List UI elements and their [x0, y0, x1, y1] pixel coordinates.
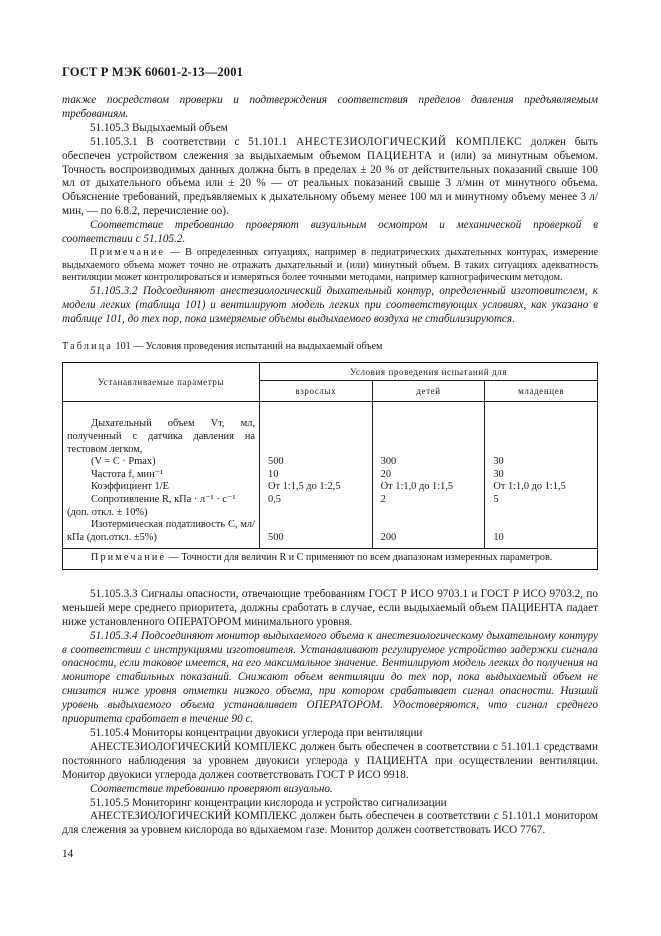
test-conditions-table — [62, 362, 598, 570]
param-ratio: Коэффициент 1/E — [91, 481, 169, 493]
table-cell-adults — [260, 402, 373, 549]
compliance-check-text: Соответствие требованию проверяют визуальным осмотром и механической проверкой в соответствии с 51.105.2. — [62, 219, 598, 246]
param-resistance-tolerance: (доп. откл. ± 10%) — [67, 506, 148, 518]
value-infants-volume: 30 — [493, 456, 504, 468]
table-cell-infants — [485, 402, 598, 549]
value-infants-frequency: 30 — [493, 468, 504, 480]
paragraph-51-105-3-3: 51.105.3.3 Сигналы опасности, отвечающие требованиям ГОСТ Р ИСО 9703.1 и ГОСТ Р ИСО 9703.2, по меньшей мере среднего приоритета, должны сработать в случае, если выдыхаемый объем ПАЦИЕНТА падает ниже установленного ОПЕРАТОРОМ минимального уровня. — [62, 587, 598, 628]
page-number: 14 — [62, 848, 74, 860]
paragraph-51-105-3-2: 51.105.3.2 Подсоединяют анестезиологический дыхательный контур, определенный изготовителем, к модели легких (таблица 101) и вентилируют модель легких при соответствующих условиях, как указано в таблице 101, до тех пор, пока измеряемые объемы выдыхаемого воздуха не стабилизируются. — [62, 284, 598, 325]
table-header-params: Устанавливаемые параметры — [63, 363, 260, 402]
paragraph-continuation: также посредством проверки и подтверждения соответствия пределов давления предъявляемым требованиям. — [62, 94, 598, 120]
section-heading-51-105-5: 51.105.5 Мониторинг концентрации кислорода и устройство сигнализации — [90, 796, 447, 809]
note-paragraph: Примечание — В определенных ситуациях, например в педиатрических дыхательных контурах, измерение выдыхаемого объема может точно не отражать дыхательный и (или) минутный объем. В таких ситуациях адекватность вентиляции может контролироваться и измеряться более точными методами, например капнографическим методом. — [62, 246, 598, 284]
table-header-infants: младенцев — [485, 381, 598, 402]
table-cell-children — [372, 402, 485, 549]
table-cell-params — [63, 402, 260, 549]
section-heading-51-105-3: 51.105.3 Выдыхаемый объем — [90, 121, 228, 134]
value-adults-frequency: 10 — [268, 468, 279, 480]
paragraph-51-105-3-4: 51.105.3.4 Подсоединяют монитор выдыхаемого объема к анестезиологическому дыхательному контуру в соответствии с инструкциями изготовителя. Устанавливают регулируемое устройство задержки сигнала опасности, если таковое имеется, на его максимальное значение. Вентилируют модель легких до получения на мониторе стабильных показаний. Снижают объем вентиляции до тех пор, пока выдыхаемый объем не снизится ниже уровня отметки низкого объема, при котором срабатывает сигнал опасности. Низший уровень выдыхаемого объема устанавливает ОПЕРАТОРОМ. Удостоверяются, что сигнал среднего приоритета сработает в течение 90 с. — [62, 629, 598, 726]
value-adults-resistance: 0,5 — [268, 493, 281, 505]
table-caption: Таблица 101 — Условия проведения испытаний на выдыхаемый объем — [62, 341, 383, 353]
param-formula: (V = C · Pmax) — [91, 456, 156, 468]
value-adults-volume: 500 — [268, 456, 284, 468]
value-adults-compliance: 500 — [268, 531, 284, 543]
compliance-check-visual: Соответствие требованию проверяют визуально. — [90, 782, 333, 795]
paragraph-oxygen-monitor: АНЕСТЕЗИОЛОГИЧЕСКИЙ КОМПЛЕКС должен быть обеспечен в соответствии с 51.101.1 монитором для слежения за уровнем кислорода во вдыхаемом газе. Монитор должен соответствовать ИСО 7767. — [62, 810, 598, 837]
table-header-adults: взрослых — [260, 381, 373, 402]
value-children-frequency: 20 — [380, 468, 392, 480]
paragraph-co2-monitor: АНЕСТЕЗИОЛОГИЧЕСКИЙ КОМПЛЕКС должен быть обеспечен в соответствии с 51.101.1 средствами постоянного наблюдения за уровнем двуокиси углерода у ПАЦИЕНТА при осуществлении вентиляции. Монитор двуокиси углерода должен соответствовать ГОСТ Р ИСО 9918. — [62, 740, 598, 781]
table-header-conditions: Условия проведения испытаний для — [260, 363, 598, 381]
document-body — [62, 94, 598, 838]
table-note: Примечание — Точности для величин R и C применяют по всем диапазонам измеренных параметров. — [63, 549, 598, 570]
section-heading-51-105-4: 51.105.4 Мониторы концентрации двуокиси углерода при вентиляции — [90, 726, 423, 739]
param-compliance: Изотермическая податливость C, мл/кПа (доп.откл. ±5%) — [67, 519, 255, 543]
value-adults-ratio: От 1:1,5 до 1:2,5 — [268, 481, 341, 493]
value-infants-resistance: 5 — [493, 493, 499, 505]
table-header-children: детей — [372, 381, 485, 402]
value-children-compliance: 200 — [380, 531, 397, 543]
value-infants-ratio: От 1:1,0 до 1:1,5 — [493, 481, 566, 493]
param-resistance: Сопротивление R, кПа · л⁻¹ · с⁻¹ — [91, 493, 236, 505]
paragraph-51-105-3-1: 51.105.3.1 В соответствии с 51.101.1 АНЕСТЕЗИОЛОГИЧЕСКИЙ КОМПЛЕКС должен быть обеспечен устройством слежения за выдыхаемым объемом ПАЦИЕНТА и (или) за минутным объемом. Точность воспроизводимых данных должна быть в пределах ± 20 % от действительных показаний свыше 100 мл от дыхательного объема или ± 20 % — от реальных показаний свыше 3 л/мин от минутного объема. Объяснение требований, предъявляемых к дыхательному объему менее 100 мл и минутному объему менее 3 л/мин, — по 6.8.2, перечисление оо). — [62, 135, 599, 218]
value-children-volume: 300 — [380, 456, 397, 468]
value-children-ratio: От 1:1,0 до 1:1,5 — [380, 481, 454, 493]
value-infants-compliance: 10 — [493, 531, 504, 543]
document-header: ГОСТ Р МЭК 60601-2-13—2001 — [62, 65, 243, 79]
param-tidal-volume: Дыхательный объем Vт, мл, полученный с датчика давления на тестовом легком, — [67, 418, 255, 455]
value-children-resistance: 2 — [380, 493, 386, 505]
param-frequency: Частота f, мин⁻¹ — [91, 468, 164, 480]
